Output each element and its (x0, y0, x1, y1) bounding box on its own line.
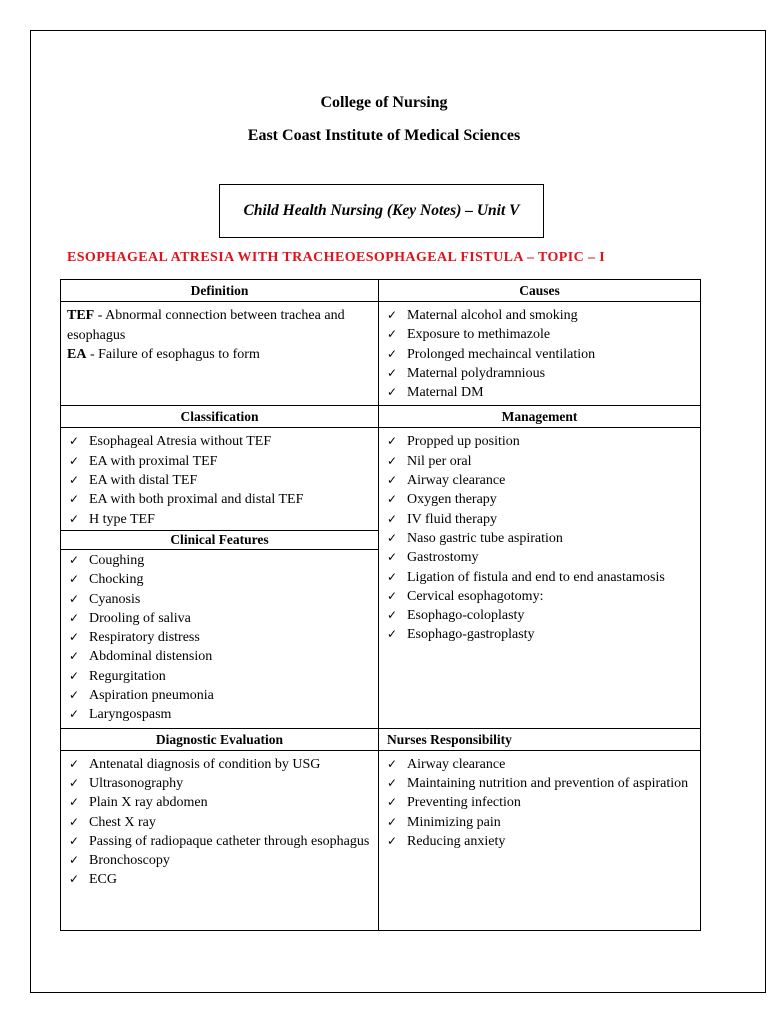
checkmark-icon: ✓ (69, 872, 80, 887)
checkmark-icon: ✓ (69, 707, 80, 722)
list-item (67, 471, 372, 490)
list-item-text: EA with proximal TEF (89, 453, 218, 469)
list-item-text: ECG (89, 872, 117, 888)
checkmark-icon: ✓ (69, 453, 80, 468)
checkmark-icon: ✓ (387, 308, 398, 322)
key-notes-table (60, 279, 701, 931)
list-item-text: EA with distal TEF (89, 473, 198, 489)
list-item-text: Esophageal Atresia without TEF (89, 434, 272, 450)
checkmark-icon: ✓ (387, 473, 398, 488)
list-item (67, 832, 372, 851)
list-item (385, 832, 694, 851)
checkmark-icon: ✓ (387, 756, 398, 771)
list-item-text: Airway clearance (407, 756, 506, 772)
list-item (385, 813, 694, 832)
topic-title: ESOPHAGEAL ATRESIA WITH TRACHEOESOPHAGEAL FISTULA – TOPIC – I (67, 250, 606, 265)
causes-cell (379, 302, 701, 406)
checkmark-icon: ✓ (387, 327, 398, 342)
checkmark-icon: ✓ (387, 434, 398, 449)
nurses-responsibility-heading: Nurses Responsibility (379, 728, 701, 750)
list-item-text: Laryngospasm (89, 707, 172, 723)
checkmark-icon: ✓ (387, 795, 398, 810)
checkmark-icon: ✓ (69, 492, 80, 507)
clinical-features-list (67, 551, 372, 725)
checkmark-icon: ✓ (387, 833, 398, 848)
list-item-text: Cyanosis (89, 591, 141, 607)
list-item-text: Esophago-gastroplasty (407, 627, 535, 643)
checkmark-icon: ✓ (69, 649, 80, 664)
list-item-text: Regurgitation (89, 668, 166, 684)
list-item-text: Reducing anxiety (407, 833, 506, 849)
nurses-responsibility-cell (379, 750, 701, 930)
checkmark-icon: ✓ (69, 795, 80, 810)
list-item-text: IV fluid therapy (407, 511, 497, 527)
list-item-text: Plain X ray abdomen (89, 795, 208, 811)
classification-and-features-cell (61, 428, 379, 728)
list-item-text: Bronchoscopy (89, 853, 170, 869)
checkmark-icon: ✓ (387, 530, 398, 545)
list-item (67, 813, 372, 832)
list-item-text: Nil per oral (407, 453, 472, 469)
checkmark-icon: ✓ (69, 833, 80, 848)
list-item-text: Gastrostomy (407, 550, 479, 566)
institute-name: East Coast Institute of Medical Sciences (247, 127, 521, 144)
checkmark-icon: ✓ (69, 552, 80, 567)
list-item-text: Maternal polydramnious (407, 365, 546, 381)
list-item-text: Prolonged mechaincal ventilation (407, 346, 596, 362)
list-item (385, 568, 694, 587)
tef-abbr: TEF (67, 308, 95, 323)
list-item (385, 529, 694, 548)
checkmark-icon: ✓ (387, 814, 398, 829)
tef-definition (67, 306, 372, 345)
nurses-responsibility-list (385, 755, 694, 851)
list-item (385, 625, 694, 644)
checkmark-icon: ✓ (387, 346, 398, 361)
list-item-text: Maintaining nutrition and prevention of aspiration (407, 775, 689, 791)
unit-title: Child Health Nursing (Key Notes) – Unit V (243, 202, 520, 219)
management-cell (379, 428, 701, 728)
checkmark-icon: ✓ (387, 775, 398, 790)
checkmark-icon: ✓ (387, 365, 398, 380)
list-item-text: Preventing infection (407, 795, 521, 811)
management-list (385, 432, 694, 644)
checkmark-icon: ✓ (69, 630, 80, 645)
list-item (385, 383, 694, 402)
list-item (385, 364, 694, 383)
list-item-text: Drooling of saliva (89, 610, 191, 626)
list-item-text: Propped up position (407, 434, 520, 450)
checkmark-icon: ✓ (387, 588, 398, 603)
checkmark-icon: ✓ (387, 608, 398, 623)
list-item (67, 705, 372, 724)
list-item-text: Airway clearance (407, 473, 506, 489)
checkmark-icon: ✓ (387, 453, 398, 468)
checkmark-icon: ✓ (69, 853, 80, 868)
list-item (385, 510, 694, 529)
checkmark-icon: ✓ (387, 492, 398, 507)
classification-list (67, 432, 372, 528)
list-item (385, 587, 694, 606)
checkmark-icon: ✓ (69, 668, 80, 683)
list-item-text: Cervical esophagotomy: (407, 588, 544, 604)
ea-definition (67, 345, 372, 365)
checkmark-icon: ✓ (69, 775, 80, 790)
checkmark-icon: ✓ (69, 572, 80, 587)
list-item (67, 551, 372, 570)
list-item-text: EA with both proximal and distal TEF (89, 492, 304, 508)
list-item (67, 755, 372, 774)
ea-abbr: EA (67, 347, 87, 362)
list-item-text: Ligation of fistula and end to end anastamosis (407, 569, 665, 585)
list-item-text: Aspiration pneumonia (89, 688, 214, 704)
list-item (385, 306, 694, 325)
list-item-text: Minimizing pain (407, 814, 501, 830)
checkmark-icon: ✓ (387, 550, 398, 565)
list-item (385, 548, 694, 567)
checkmark-icon: ✓ (387, 385, 398, 400)
checkmark-icon: ✓ (387, 569, 398, 584)
causes-list (385, 306, 694, 402)
diagnostic-evaluation-cell (61, 750, 379, 930)
list-item (385, 345, 694, 364)
list-item (67, 510, 372, 529)
tef-text: - Abnormal connection between trachea and esophagus (67, 308, 345, 343)
checkmark-icon: ✓ (69, 688, 80, 703)
list-item (385, 774, 694, 793)
checkmark-icon: ✓ (387, 511, 398, 526)
list-item-text: Naso gastric tube aspiration (407, 530, 563, 546)
list-item-text: Respiratory distress (89, 630, 200, 646)
list-item (67, 570, 372, 589)
list-item-text: Esophago-coloplasty (407, 608, 525, 624)
checkmark-icon: ✓ (69, 434, 80, 449)
classification-heading: Classification (61, 406, 379, 428)
list-item-text: Chest X ray (89, 814, 156, 830)
list-item-text: Maternal alcohol and smoking (407, 308, 578, 323)
list-item (385, 432, 694, 451)
list-item-text: Chocking (89, 572, 144, 588)
list-item (67, 793, 372, 812)
checkmark-icon: ✓ (69, 756, 80, 771)
list-item-text: Exposure to methimazole (407, 327, 551, 343)
list-item (67, 452, 372, 471)
college-name: College of Nursing (320, 94, 448, 111)
definition-cell (61, 302, 379, 406)
list-item (385, 325, 694, 344)
ea-text: - Failure of esophagus to form (86, 347, 260, 362)
checkmark-icon: ✓ (387, 627, 398, 642)
list-item (67, 851, 372, 870)
list-item (385, 606, 694, 625)
list-item (67, 628, 372, 647)
management-heading: Management (379, 406, 701, 428)
causes-heading: Causes (379, 280, 701, 302)
list-item-text: Abdominal distension (89, 649, 213, 665)
list-item-text: Ultrasonography (89, 775, 184, 791)
unit-title-box (219, 184, 544, 238)
diagnostic-evaluation-heading: Diagnostic Evaluation (61, 728, 379, 750)
checkmark-icon: ✓ (69, 814, 80, 829)
checkmark-icon: ✓ (69, 473, 80, 488)
list-item-text: Maternal DM (407, 385, 484, 401)
list-item (67, 647, 372, 666)
list-item (67, 490, 372, 509)
checkmark-icon: ✓ (69, 511, 80, 526)
list-item (67, 667, 372, 686)
list-item (67, 870, 372, 889)
list-item-text: Coughing (89, 552, 145, 568)
diagnostic-evaluation-list (67, 755, 372, 890)
list-item (67, 609, 372, 628)
list-item-text: Passing of radiopaque catheter through esophagus (89, 833, 370, 849)
list-item (67, 432, 372, 451)
list-item-text: Oxygen therapy (407, 492, 497, 508)
checkmark-icon: ✓ (69, 591, 80, 606)
checkmark-icon: ✓ (69, 610, 80, 625)
clinical-features-heading: Clinical Features (61, 530, 378, 550)
list-item (385, 490, 694, 509)
list-item (67, 774, 372, 793)
list-item (385, 452, 694, 471)
list-item-text: Antenatal diagnosis of condition by USG (89, 756, 321, 772)
list-item (67, 686, 372, 705)
list-item (385, 471, 694, 490)
definition-heading: Definition (61, 280, 379, 302)
list-item-text: H type TEF (89, 511, 155, 527)
list-item (385, 755, 694, 774)
list-item (385, 793, 694, 812)
list-item (67, 590, 372, 609)
